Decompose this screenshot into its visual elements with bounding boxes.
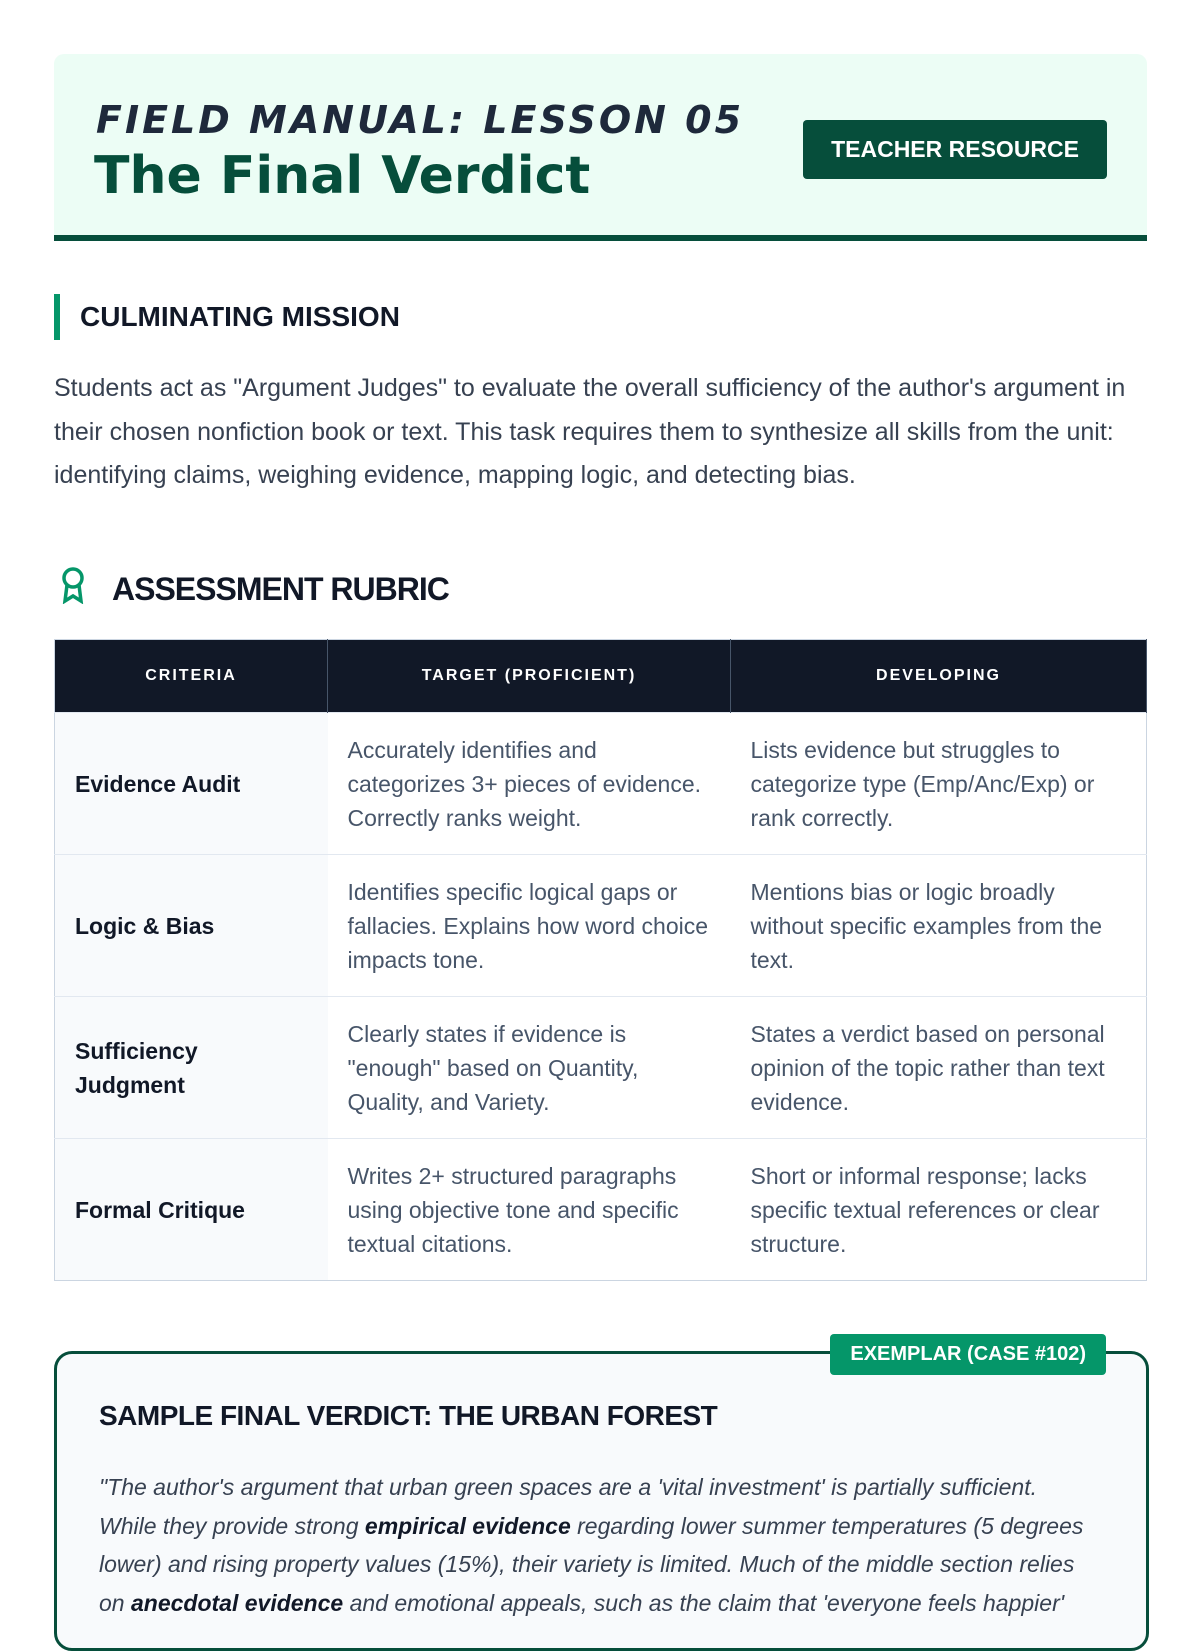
rubric-table [54, 639, 1147, 1281]
target-cell: Accurately identifies and categorizes 3+ pieces of evidence. Correctly ranks weight. [328, 713, 731, 855]
table-row [55, 855, 1147, 997]
exemplar-quote [99, 1468, 1099, 1622]
target-cell: Identifies specific logical gaps or fallacies. Explains how word choice impacts tone. [328, 855, 731, 997]
quote-text: and emotional appeals, such as the claim that 'everyone feels happier' [343, 1589, 1065, 1616]
criteria-cell: Sufficiency Judgment [55, 997, 328, 1139]
target-cell: Clearly states if evidence is "enough" based on Quantity, Quality, and Variety. [328, 997, 731, 1139]
column-header: CRITERIA [55, 640, 328, 713]
rubric-heading: ASSESSMENT RUBRIC [112, 570, 449, 607]
column-header: TARGET (PROFICIENT) [328, 640, 731, 713]
developing-cell: Mentions bias or logic broadly without specific examples from the text. [731, 855, 1147, 997]
quote-text: "The author's argument that urban green spaces are a 'vital investment' is partially sufficient. While they provide strong [99, 1474, 1037, 1539]
rubric-heading-row [58, 566, 449, 612]
target-cell: Writes 2+ structured paragraphs using objective tone and specific textual citations. [328, 1139, 731, 1281]
mission-text: Students act as "Argument Judges" to evaluate the overall sufficiency of the author's argument in their chosen nonfiction book or text. This task requires them to synthesize all skills from the unit: identifying claims, weighing evidence, mapping logic, and detecting bias. [54, 374, 1126, 489]
criteria-cell: Formal Critique [55, 1139, 328, 1281]
table-row [55, 997, 1147, 1139]
quote-emphasis: anecdotal evidence [130, 1589, 344, 1616]
lesson-kicker: FIELD MANUAL: LESSON 05 [96, 98, 745, 142]
lesson-header [54, 54, 1147, 241]
award-ribbon-icon [58, 566, 88, 612]
mission-heading: CULMINATING MISSION [54, 294, 400, 340]
developing-cell: Lists evidence but struggles to categorize type (Emp/Anc/Exp) or rank correctly. [731, 713, 1147, 855]
teacher-resource-badge: TEACHER RESOURCE [803, 120, 1107, 179]
column-header: DEVELOPING [731, 640, 1147, 713]
criteria-cell: Logic & Bias [55, 855, 328, 997]
exemplar-badge: EXEMPLAR (CASE #102) [830, 1334, 1106, 1375]
developing-cell: States a verdict based on personal opinion of the topic rather than text evidence. [731, 997, 1147, 1139]
criteria-cell: Evidence Audit [55, 713, 328, 855]
quote-emphasis: empirical evidence [364, 1512, 571, 1539]
page-title: The Final Verdict [94, 146, 591, 206]
quote-text: regarding lower summer temperatures (5 degrees lower) and rising property values (15%), their variety is limited. Much of the middle section relies on [99, 1512, 1084, 1616]
table-row [55, 1139, 1147, 1281]
table-row [55, 713, 1147, 855]
exemplar-heading: SAMPLE FINAL VERDICT: THE URBAN FOREST [99, 1400, 718, 1431]
exemplar-card [54, 1343, 1149, 1651]
developing-cell: Short or informal response; lacks specific textual references or clear structure. [731, 1139, 1147, 1281]
